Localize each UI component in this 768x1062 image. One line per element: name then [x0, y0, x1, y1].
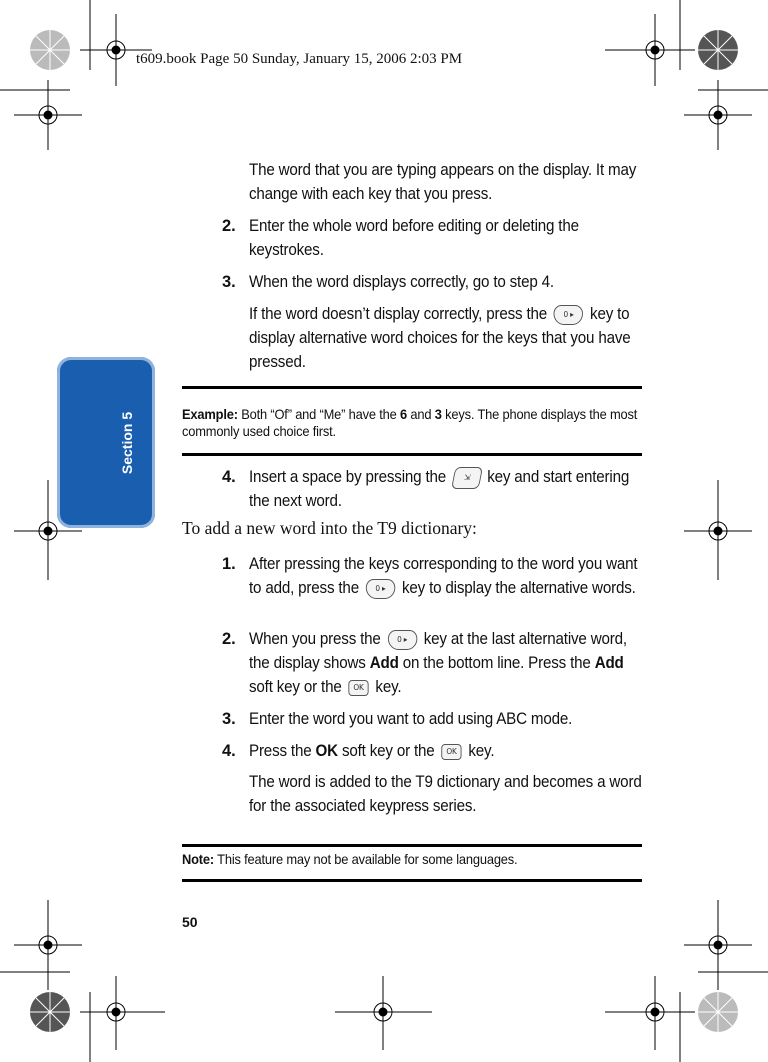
step-followup [249, 302, 643, 374]
step-followup: The word is added to the T9 dictionary and becomes a word for the associated keypress series. [249, 773, 642, 815]
step-text-part: When you press the [249, 630, 381, 648]
step-text-part: Press the [249, 742, 312, 760]
example-text: keys. The phone displays the most commonly used choice first. [182, 406, 638, 439]
step-text-part: key at the last alternative word, the display shows [249, 630, 627, 672]
step-text-part: key. [375, 678, 402, 696]
step-text: Enter the word you want to add using ABC mode. [249, 710, 573, 728]
step-number: 1. [222, 555, 236, 573]
zero-next-key-icon: 0 ▸ [388, 630, 417, 650]
step-number: 2. [222, 217, 236, 235]
step-text-part: soft key or the [341, 742, 435, 760]
space-key-icon: ⇲ [451, 467, 483, 489]
divider [182, 453, 642, 456]
followup-text: If the word doesn’t display correctly, press the [249, 305, 548, 323]
step-text-bold: Add [369, 654, 399, 672]
example-note [182, 406, 642, 440]
ok-key-icon: OK [348, 680, 368, 696]
step-number: 4. [222, 742, 236, 760]
section-heading: To add a new word into the T9 dictionary: [182, 518, 477, 538]
example-text: Both “Of” and “Me” have the [241, 406, 397, 422]
divider [182, 844, 642, 847]
step-text-part: Insert a space by pressing the [249, 468, 446, 486]
step-number: 3. [222, 710, 236, 728]
section-tab-label: Section 5 [119, 411, 135, 475]
zero-next-key-icon: 0 ▸ [554, 305, 583, 325]
step-text-part: key and start entering the next word. [249, 468, 630, 510]
step-text: When the word displays correctly, go to step 4. [249, 273, 554, 291]
step-text-part: key. [468, 742, 495, 760]
step-text-bold: OK [315, 742, 338, 760]
example-text: and [410, 406, 432, 422]
note [182, 851, 642, 868]
page-number: 50 [182, 914, 198, 930]
step-text [249, 552, 643, 600]
step-number: 3. [222, 273, 236, 291]
step-text-part: After pressing the keys corresponding to the word you want to add, press the [249, 555, 638, 597]
zero-next-key-icon: 0 ▸ [366, 579, 395, 599]
step-text-part: on the bottom line. Press the [402, 654, 591, 672]
divider [182, 386, 642, 389]
followup-text: key to display alternative word choices for the keys that you have pressed. [249, 305, 631, 371]
example-key: 3 [434, 406, 442, 422]
step-text [249, 465, 643, 513]
note-label: Note: [182, 851, 214, 867]
divider [182, 879, 642, 882]
ok-key-icon: OK [441, 744, 461, 760]
step-text-part: soft key or the [249, 678, 342, 696]
example-label: Example: [182, 406, 238, 422]
step-text [249, 739, 643, 763]
section-tab [57, 357, 155, 528]
step-number: 2. [222, 630, 236, 648]
step-text-bold: Add [594, 654, 624, 672]
step-number: 4. [222, 468, 236, 486]
example-key: 6 [400, 406, 407, 422]
note-text: This feature may not be available for some languages. [217, 851, 518, 867]
step-text-part: key to display the alternative words. [401, 579, 636, 597]
step-text: Enter the whole word before editing or deleting the keystrokes. [249, 217, 579, 259]
step-text [249, 627, 643, 699]
print-header: t609.book Page 50 Sunday, January 15, 2006 2:03 PM [136, 51, 463, 67]
intro-paragraph: The word that you are typing appears on the display. It may change with each key that you press. [249, 161, 637, 203]
